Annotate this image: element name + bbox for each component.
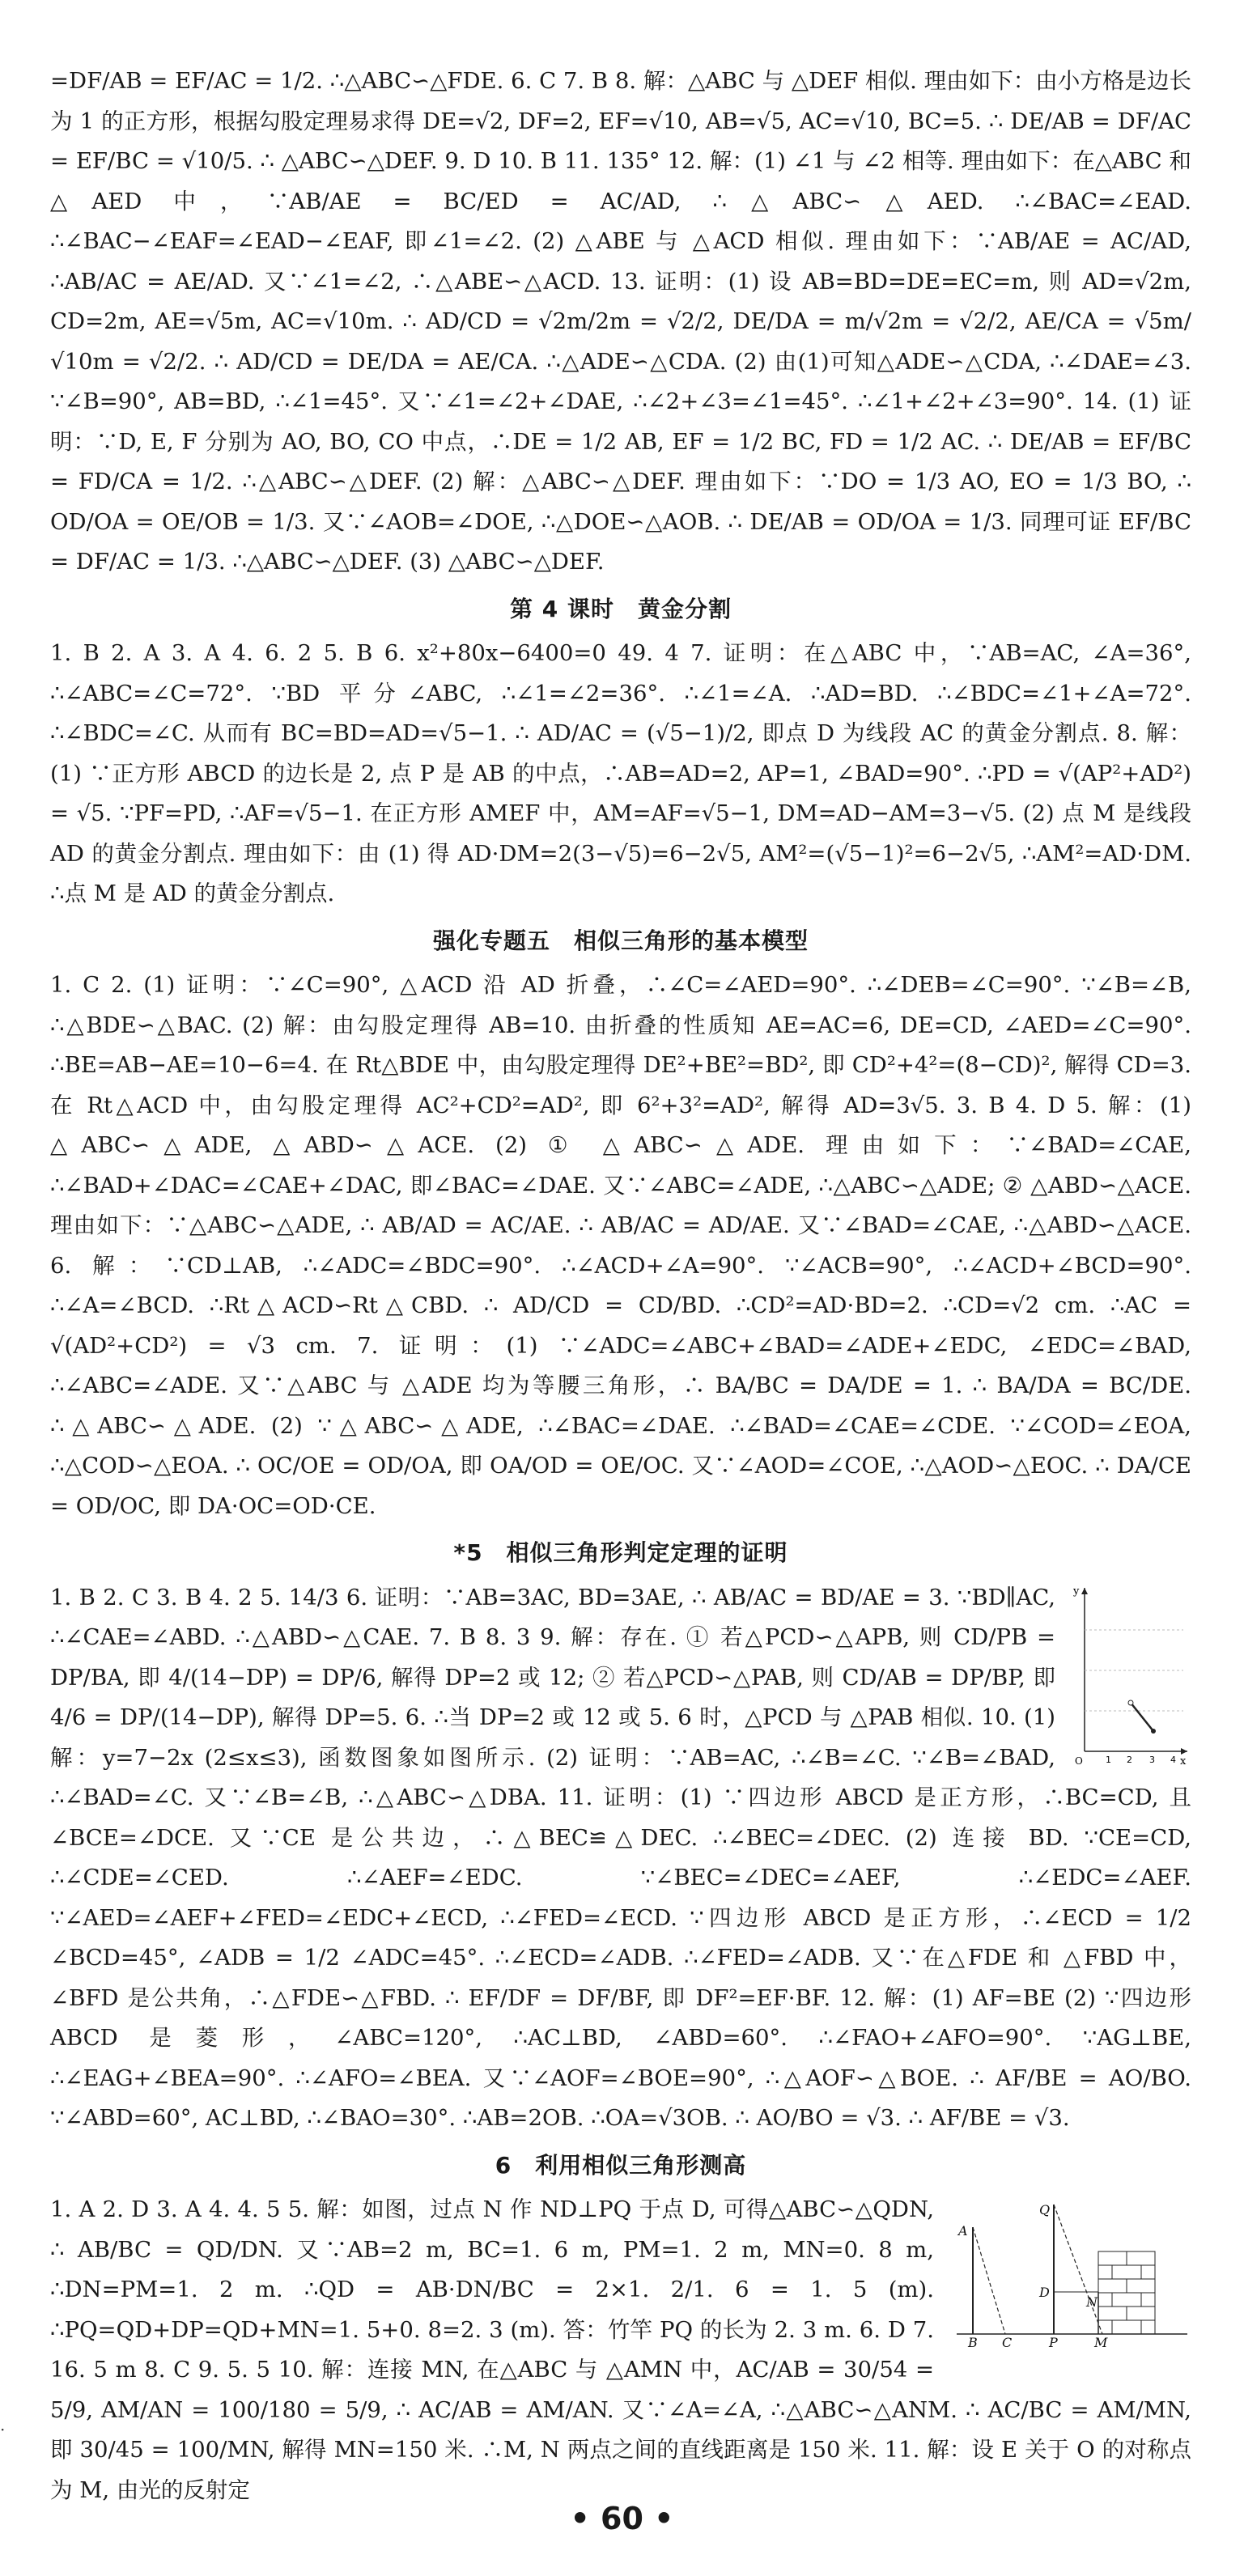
section-text-basic-models: 1. C 2. (1) 证明：∵∠C=90°, △ACD 沿 AD 折叠，∴∠C=∠AED=90°. ∴∠DEB=∠C=90°. ∵∠B=∠B, ∴△BDE∽△BAC. (2) 解：由勾股定理得 AB=10. 由折叠的性质知 AE=AC=6, DE=CD, ∠AED=∠C=90°. ∴BE=AB−AE=10−6=4. 在 Rt△BDE 中，由勾股定理得 DE²+BE²=BD², 即 CD²+4²=(8−CD)², 解得 CD=3. 在 Rt△ACD 中，由勾股定理得 AC²+CD²=AD², 即 6²+3²=AD², 解得 AD=3√5. 3. B 4. D 5. 解：(1) △ABC∽△ADE, △ABD∽△ACE. (2) ① △ABC∽△ADE. 理由如下：∵∠BAD=∠CAE, ∴∠BAD+∠DAC=∠CAE+∠DAC, 即∠BAC=∠DAE. 又∵∠ABC=∠ADE, ∴△ABC∽△ADE; ② △ABD∽△ACE. 理由如下：∵△ABC∽△ADE, ∴ AB/AD = AC/AE. ∴ AB/AC = AD/AE. 又∵∠BAD=∠CAE, ∴△ABD∽△ACE. 6. 解：∵CD⊥AB, ∴∠ADC=∠BDC=90°. ∴∠ACD+∠A=90°. ∵∠ACB=90°, ∴∠ACD+∠BCD=90°. ∴∠A=∠BCD. ∴Rt△ACD∽Rt△CBD. ∴ AD/CD = CD/BD. ∴CD²=AD·BD=2. ∴CD=√2 cm. ∴AC = √(AD²+CD²) = √3 cm. 7. 证明：(1) ∵∠ADC=∠ABC+∠BAD=∠ADE+∠EDC, ∠EDC=∠BAD, ∴∠ABC=∠ADE. 又∵△ABC 与 △ADE 均为等腰三角形，∴ BA/BC = DA/DE = 1. ∴ BA/DA = BC/DE. ∴△ABC∽△ADE. (2) ∵△ABC∽△ADE, ∴∠BAC=∠DAE. ∴∠BAD=∠CAE=∠CDE. ∵∠COD=∠EOA, ∴△COD∽△EOA. ∴ OC/OE = OD/OA, 即 OA/OD = OE/OC. 又∵∠AOD=∠COE, ∴△AOD∽△EOC. ∴ DA/CE = OD/OC, 即 DA·OC=OD·CE.: [50, 972, 1191, 1519]
answer-paragraph-top: =DF/AB = EF/AC = 1/2. ∴△ABC∽△FDE. 6. C 7. B 8. 解：△ABC 与 △DEF 相似. 理由如下：由小方格是边长为 1 的正方形，根据勾股定理易求得 DE=√2, DF=2, EF=√10, AB=√5, AC=√10, BC=5. ∴ DE/AB = DF/AC = EF/BC = √10/5. ∴ △ABC∽△DEF. 9. D 10. B 11. 135° 12. 解：(1) ∠1 与 ∠2 相等. 理由如下：在△ABC 和△AED 中，∵AB/AE = BC/ED = AC/AD, ∴△ABC∽△AED. ∴∠BAC=∠EAD. ∴∠BAC−∠EAF=∠EAD−∠EAF, 即∠1=∠2. (2) △ABE 与 △ACD 相似. 理由如下：∵AB/AE = AC/AD, ∴AB/AC = AE/AD. 又∵∠1=∠2, ∴△ABE∽△ACD. 13. 证明：(1) 设 AB=BD=DE=EC=m, 则 AD=√2m, CD=2m, AE=√5m, AC=√10m. ∴ AD/CD = √2m/2m = √2/2, DE/DA = m/√2m = √2/2, AE/CA = √5m/√10m = √2/2. ∴ AD/CD = DE/DA = AE/CA. ∴△ADE∽△CDA. (2) 由(1)可知△ADE∽△CDA, ∴∠DAE=∠3. ∵∠B=90°, AB=BD, ∴∠1=45°. 又∵∠1=∠2+∠DAE, ∴∠2+∠3=∠1=45°. ∴∠1+∠2+∠3=90°. 14. (1) 证明：∵D, E, F 分别为 AO, BO, CO 中点，∴DE = 1/2 AB, EF = 1/2 BC, FD = 1/2 AC. ∴ DE/AB = EF/BC = FD/CA = 1/2. ∴△ABC∽△DEF. (2) 解：△ABC∽△DEF. 理由如下：∵DO = 1/3 AO, EO = 1/3 BO, ∴ OD/OA = OE/OB = 1/3. 又∵∠AOB=∠DOE, ∴△DOE∽△AOB. ∴ DE/AB = OD/OA = 1/3. 同理可证 EF/BC = DF/AC = 1/3. ∴△ABC∽△DEF. (3) △ABC∽△DEF.: [50, 68, 1191, 575]
figure-label-m: M: [1094, 2335, 1108, 2349]
section-title-golden-section: 第 4 课时 黄金分割: [510, 595, 732, 622]
figure-label-b: B: [968, 2335, 978, 2349]
section-text-theorem-proof: 1. B 2. C 3. B 4. 2 5. 14/3 6. 证明：∵AB=3AC, BD=3AE, ∴ AB/AC = BD/AE = 3. ∵BD∥AC, ∴∠CAE=∠ABD. ∴△ABD∽△CAE. 7. B 8. 3 9. 解：存在. ① 若△PCD∽△APB, 则 CD/PB = DP/BA, 即 4/(14−DP) = DP/6, 解得 DP=2 或 12; ② 若△PCD∽△PAB, 则 CD/AB = DP/BP, 即 4/6 = DP/(14−DP), 解得 DP=5. 6. ∴当 DP=2 或 12 或 5. 6 时，△PCD 与 △PAB 相似. 10. (1) 解：y=7−2x (2≤x≤3), 函数图象如图所示. (2) 证明：∵AB=AC, ∴∠B=∠C. ∵∠B=∠BAD, ∴∠BAD=∠C. 又∵∠B=∠B, ∴△ABC∽△DBA. 11. 证明：(1) ∵四边形 ABCD 是正方形，∴BC=CD, 且∠BCE=∠DCE. 又∵CE 是公共边，∴△BEC≌△DEC. ∴∠BEC=∠DEC. (2) 连接 BD. ∵CE=CD, ∴∠CDE=∠CED. ∴∠AEF=∠EDC. ∵∠BEC=∠DEC=∠AEF, ∴∠EDC=∠AEF. ∵∠AED=∠AEF+∠FED=∠EDC+∠ECD, ∴∠FED=∠ECD. ∵四边形 ABCD 是正方形，∴∠ECD = 1/2 ∠BCD=45°, ∠ADB = 1/2 ∠ADC=45°. ∴∠ECD=∠ADB. ∴∠FED=∠ADB. 又∵在△FDE 和 △FBD 中，∠BFD 是公共角，∴△FDE∽△FBD. ∴ EF/DF = DF/BF, 即 DF²=EF·BF. 12. 解：(1) AF=BE (2) ∵四边形 ABCD 是菱形，∠ABC=120°, ∴AC⊥BD, ∠ABD=60°. ∴∠FAO+∠AFO=90°. ∵AG⊥BE, ∴∠EAG+∠BEA=90°. ∴∠AFO=∠BEA. 又∵∠AOF=∠BOE=90°, ∴△AOF∽△BOE. ∴ AF/BE = AO/BO. ∵∠ABD=60°, AC⊥BD, ∴∠BAO=30°. ∴AB=2OB. ∴OA=√3OB. ∴ AO/BO = √3. ∴ AF/BE = √3.: [50, 1584, 1192, 2131]
figure-label-a: A: [958, 2223, 968, 2239]
graph-tick-4: 4: [1170, 1754, 1176, 1765]
section-text-height-measurement: 1. A 2. D 3. A 4. 4. 5 5. 解：如图，过点 N 作 ND⊥PQ 于点 D, 可得△ABC∽△QDN, ∴ AB/BC = QD/DN. 又∵AB=2 m, BC=1. 6 m, PM=1. 2 m, MN=0. 8 m, ∴DN=PM=1. 2 m. ∴QD = AB·DN/BC = 2×1. 2/1. 6 = 1. 5 (m). ∴PQ=QD+DP=QD+MN=1. 5+0. 8=2. 3 (m). 答：竹竿 PQ 的长为 2. 3 m. 6. D 7. 16. 5 m 8. C 9. 5. 5 10. 解：连接 MN, 在△ABC 与 △AMN 中，AC/AB = 30/54 = 5/9, AM/AN = 100/180 = 5/9, ∴ AC/AB = AM/AN. 又∵∠A=∠A, ∴△ABC∽△ANM. ∴ AC/BC = AM/MN, 即 30/45 = 100/MN, 解得 MN=150 米. ∴M, N 两点之间的直线距离是 150 米. 11. 解：设 E 关于 O 的对称点为 M, 由光的反射定: [50, 2196, 1191, 2503]
margin-mark: ·: [0, 2420, 6, 2439]
figure-label-p: P: [1049, 2335, 1058, 2349]
section-title-theorem-proof: *5 相似三角形判定定理的证明: [453, 1539, 788, 1566]
figure-label-n: N: [1086, 2294, 1098, 2310]
function-graph-icon: [1070, 1581, 1191, 1768]
section-title-basic-models: 强化专题五 相似三角形的基本模型: [432, 927, 809, 954]
figure-label-d: D: [1039, 2285, 1050, 2300]
height-measurement-figure-icon: [949, 2195, 1191, 2349]
figure-label-q: Q: [1039, 2202, 1051, 2217]
section-title-height-measurement: 6 利用相似三角形测高: [495, 2151, 747, 2179]
graph-tick-3: 3: [1149, 1754, 1155, 1765]
graph-tick-1: 1: [1106, 1754, 1111, 1765]
graph-tick-2: 2: [1127, 1754, 1132, 1765]
section-text-golden-section: 1. B 2. A 3. A 4. 6. 2 5. B 6. x²+80x−6400=0 49. 4 7. 证明：在△ABC 中，∵AB=AC, ∠A=36°, ∴∠ABC=∠C=72°. ∵BD 平分∠ABC, ∴∠1=∠2=36°. ∴∠1=∠A. ∴AD=BD. ∴∠BDC=∠1+∠A=72°. ∴∠BDC=∠C. 从而有 BC=BD=AD=√5−1. ∴ AD/AC = (√5−1)/2, 即点 D 为线段 AC 的黄金分割点. 8. 解：(1) ∵正方形 ABCD 的边长是 2, 点 P 是 AB 的中点，∴AB=AD=2, AP=1, ∠BAD=90°. ∴PD = √(AP²+AD²) = √5. ∵PF=PD, ∴AF=√5−1. 在正方形 AMEF 中，AM=AF=√5−1, DM=AD−AM=3−√5. (2) 点 M 是线段 AD 的黄金分割点. 理由如下：由 (1) 得 AD·DM=2(3−√5)=6−2√5, AM²=(√5−1)²=6−2√5, ∴AM²=AD·DM. ∴点 M 是 AD 的黄金分割点.: [50, 640, 1191, 906]
page-number: • 60 •: [570, 2501, 674, 2536]
figure-label-c: C: [1002, 2335, 1013, 2349]
answer-content: [50, 62, 1191, 2510]
graph-origin-label: O: [1075, 1755, 1083, 1767]
graph-y-label: y: [1073, 1585, 1080, 1598]
graph-x-label: x: [1180, 1755, 1187, 1768]
